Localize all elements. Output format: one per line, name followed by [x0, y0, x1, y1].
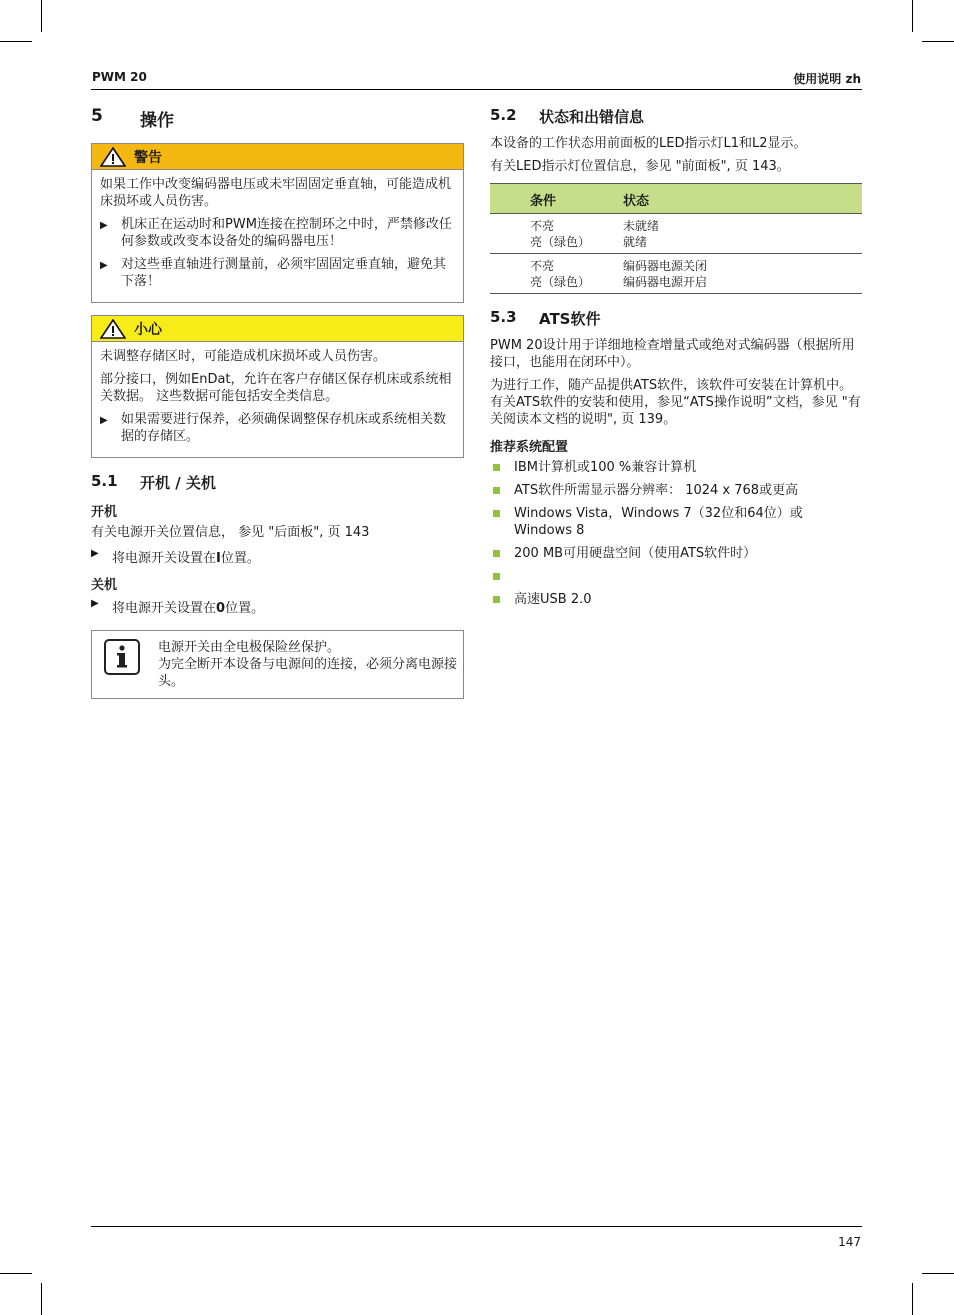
warning-label: 警告: [134, 149, 162, 166]
subsection-number: 5.3: [490, 308, 517, 326]
status-table: [490, 183, 862, 294]
list-item: ▶ 机床正在运动时和PWM连接在控制环之中时，严禁修改任何参数或改变本设备处的编码器电压！: [100, 217, 452, 249]
list-item: 高速USB 2.0: [490, 591, 862, 608]
info-icon: [104, 639, 140, 675]
arrow-bullet-icon: ▶: [100, 260, 108, 271]
warning-triangle-icon: [100, 147, 126, 167]
header-doc-title: 使用说明 zh: [793, 72, 861, 86]
crop-mark: [912, 1283, 913, 1315]
caution-text: 未调整存储区时，可能造成机床损坏或人员伤害。: [100, 349, 387, 364]
list-item: [490, 568, 862, 585]
info-box: [91, 630, 464, 699]
table-row: 不亮 亮（绿色） 编码器电源关闭 编码器电源开启: [490, 254, 862, 294]
arrow-bullet-icon: ▶: [91, 548, 99, 559]
list-item: ATS软件所需显示器分辨率： 1024 x 768或更高: [490, 482, 862, 499]
left-column: [91, 104, 464, 699]
crop-mark: [922, 1273, 954, 1274]
subsection-number: 5.2: [490, 106, 517, 124]
caution-header: [92, 316, 463, 342]
footer-rule: [91, 1226, 862, 1227]
info-text: 电源开关由全电极保险丝保护。 为完全断开本设备与电源间的连接，必须分离电源接头。: [158, 640, 458, 689]
crop-mark: [0, 41, 32, 42]
header-product: PWM 20: [92, 70, 147, 84]
warning-header: [92, 144, 463, 170]
subsection-heading: [490, 308, 862, 329]
square-bullet-icon: [493, 550, 500, 557]
power-off-title: 关机: [91, 578, 118, 593]
table-row: 不亮 亮（绿色） 未就绪 就绪: [490, 214, 862, 254]
caution-body: [92, 342, 463, 457]
caution-box: [91, 315, 464, 458]
power-on-text: 有关电源开关位置信息， 参见 "后面板", 页 143: [91, 525, 370, 540]
section-number: 5: [91, 106, 103, 126]
header-rule: [91, 89, 862, 90]
power-on-title: 开机: [91, 505, 118, 520]
list-item: ▶ 对这些垂直轴进行测量前，必须牢固固定垂直轴，避免其下落！: [100, 257, 447, 289]
subsection-title: ATS软件: [539, 310, 601, 328]
status-paragraph: 有关LED指示灯位置信息，参见 "前面板", 页 143。: [490, 159, 790, 174]
square-bullet-icon: [493, 464, 500, 471]
column-header: 状态: [623, 184, 862, 214]
square-bullet-icon: [493, 573, 500, 580]
right-column: [490, 104, 862, 614]
arrow-bullet-icon: ▶: [91, 598, 99, 609]
page-number: 147: [838, 1235, 861, 1249]
system-config-title: 推荐系统配置: [490, 440, 569, 455]
subsection-number: 5.1: [91, 472, 118, 490]
subsection-heading: [91, 472, 464, 493]
crop-mark: [912, 0, 913, 32]
arrow-bullet-icon: ▶: [100, 220, 108, 231]
subsection-title: 状态和出错信息: [539, 108, 645, 126]
caution-label: 小心: [134, 321, 162, 338]
status-paragraph: 本设备的工作状态用前面板的LED指示灯L1和L2显示。: [490, 136, 807, 151]
table-header-row: [490, 184, 862, 214]
power-on-step: ▶ 将电源开关设置在I位置。: [91, 548, 260, 566]
ats-paragraph: PWM 20设计用于详细地检查增量式或绝对式编码器（根据所用接口，也能用在闭环中）。: [490, 338, 855, 370]
section-heading: [91, 106, 464, 131]
square-bullet-icon: [493, 510, 500, 517]
crop-mark: [41, 1283, 42, 1315]
square-bullet-icon: [493, 487, 500, 494]
subsection-heading: [490, 106, 862, 127]
power-off-step: ▶ 将电源开关设置在0位置。: [91, 598, 265, 616]
ats-paragraph: 为进行工作，随产品提供ATS软件，该软件可安装在计算机中。 有关ATS软件的安装和使用，参见“ATS操作说明”文档，参见 "有关阅读本文档的说明", 页 139。: [490, 378, 861, 427]
caution-triangle-icon: [100, 319, 126, 339]
list-item: ▶ 如果需要进行保养，必须确保调整保存机床或系统相关数据的存储区。: [100, 412, 447, 444]
arrow-bullet-icon: ▶: [100, 415, 108, 426]
warning-text: 如果工作中改变编码器电压或未牢固固定垂直轴，可能造成机床损坏或人员伤害。: [100, 177, 452, 209]
list-item: Windows Vista，Windows 7（32位和64位）或 Windows 8: [490, 505, 862, 539]
section-title: 操作: [140, 111, 174, 131]
subsection-title: 开机 / 关机: [140, 474, 216, 492]
crop-mark: [922, 41, 954, 42]
column-header: 条件: [490, 184, 623, 214]
crop-mark: [41, 0, 42, 32]
list-item: IBM计算机或100 %兼容计算机: [490, 459, 862, 476]
warning-box: [91, 143, 464, 303]
crop-mark: [0, 1273, 32, 1274]
caution-text: 部分接口，例如EnDat，允许在客户存储区保存机床或系统相关数据。 这些数据可能包括安全类信息。: [100, 372, 452, 404]
square-bullet-icon: [493, 596, 500, 603]
list-item: 200 MB可用硬盘空间（使用ATS软件时）: [490, 545, 862, 562]
system-config-list: [490, 459, 862, 608]
warning-body: [92, 170, 463, 302]
